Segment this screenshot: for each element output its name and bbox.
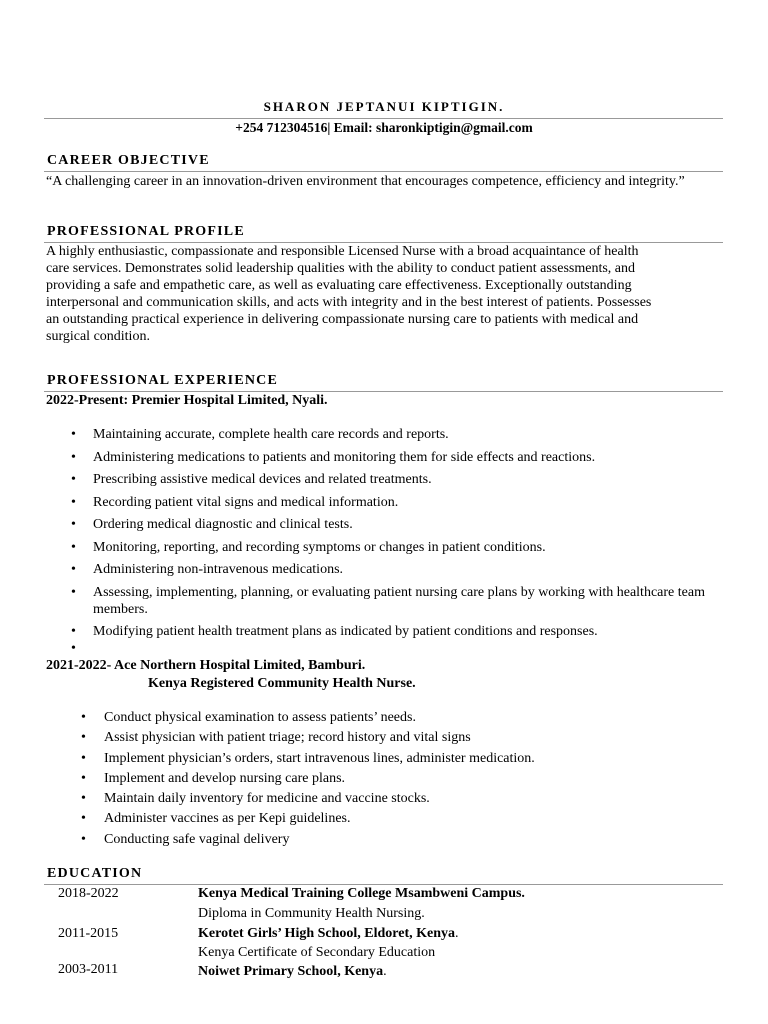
header-divider: [44, 118, 723, 119]
list-item: • Administering non-intravenous medications.: [93, 561, 723, 578]
list-item: • Implement physician’s orders, start intravenous lines, administer medication.: [104, 750, 724, 767]
education-divider: [44, 884, 723, 885]
professional-experience-heading: PROFESSIONAL EXPERIENCE: [47, 373, 279, 388]
profile-line: care services. Demonstrates solid leadership qualities with the ability to conduct patient assessments, and: [46, 261, 636, 276]
list-item: • Maintaining accurate, complete health care records and reports.: [93, 426, 723, 443]
education-qualification: Diploma in Community Health Nursing.: [198, 906, 425, 921]
profile-line: providing a safe and empathetic care, as well as evaluating care effectiveness. Exceptionally outstanding: [46, 278, 632, 293]
job-title-premier: 2022-Present: Premier Hospital Limited, Nyali.: [46, 393, 328, 408]
professional-profile-text: [46, 243, 720, 345]
list-item: • Ordering medical diagnostic and clinical tests.: [93, 516, 723, 533]
profile-line: an outstanding practical experience in delivering compassionate nursing care to patients with medical and: [46, 312, 639, 327]
institution-name: Noiwet Primary School, Kenya: [198, 964, 384, 979]
list-item: • Prescribing assistive medical devices and related treatments.: [93, 471, 723, 488]
list-item: • Monitoring, reporting, and recording symptoms or changes in patient conditions.: [93, 539, 723, 556]
education-qualification: Kenya Certificate of Secondary Education: [198, 945, 436, 960]
contact-line: +254 712304516| Email: sharonkiptigin@gmail.com: [235, 120, 533, 135]
list-item: • Assist physician with patient triage; record history and vital signs: [104, 729, 724, 746]
professional-experience-divider: [44, 391, 723, 392]
institution-name: Kerotet Girls’ High School, Eldoret, Kenya: [198, 926, 456, 941]
career-objective-divider: [44, 171, 723, 172]
education-years: 2018-2022: [58, 886, 119, 901]
career-objective-text: “A challenging career in an innovation-driven environment that encourages competence, efficiency and integrity.”: [46, 174, 685, 189]
education-heading: EDUCATION: [47, 866, 143, 881]
list-item: • Maintain daily inventory for medicine and vaccine stocks.: [104, 790, 724, 807]
list-item: • Administering medications to patients and monitoring them for side effects and reactions.: [93, 449, 723, 466]
education-institution: [198, 926, 459, 942]
education-years: 2003-2011: [58, 962, 119, 977]
list-item: • Conducting safe vaginal delivery: [104, 831, 724, 848]
empty-bullet: •: [71, 641, 76, 656]
education-institution: [198, 964, 387, 980]
list-item: • Implement and develop nursing care plans.: [104, 770, 724, 787]
list-item: • Modifying patient health treatment plans as indicated by patient conditions and responses.: [93, 623, 723, 640]
list-item: • Administer vaccines as per Kepi guidelines.: [104, 810, 724, 827]
ace-northern-duties-list: [104, 709, 724, 851]
institution-trailing-period: .: [383, 964, 387, 979]
candidate-name: SHARON JEPTANUI KIPTIGIN.: [263, 99, 505, 114]
profile-line: interpersonal and communication skills, and acts with integrity and in the best interest of patients. Possesses: [46, 295, 652, 310]
profile-line: A highly enthusiastic, compassionate and responsible Licensed Nurse with a broad acquaintance of health: [46, 244, 639, 259]
profile-line: surgical condition.: [46, 329, 150, 344]
job-title-ace-northern: 2021-2022- Ace Northern Hospital Limited, Bamburi.: [46, 658, 366, 673]
list-item: • Conduct physical examination to assess patients’ needs.: [104, 709, 724, 726]
career-objective-heading: CAREER OBJECTIVE: [47, 153, 210, 168]
premier-duties-list: [93, 426, 723, 646]
list-item: • Assessing, implementing, planning, or evaluating patient nursing care plans by working with healthcare team members.: [93, 584, 723, 618]
job-role-ace-northern: Kenya Registered Community Health Nurse.: [148, 676, 416, 691]
education-years: 2011-2015: [58, 926, 119, 941]
list-item: • Recording patient vital signs and medical information.: [93, 494, 723, 511]
institution-trailing-period: .: [455, 926, 459, 941]
education-institution: Kenya Medical Training College Msambweni Campus.: [198, 886, 525, 901]
professional-profile-heading: PROFESSIONAL PROFILE: [47, 224, 245, 239]
